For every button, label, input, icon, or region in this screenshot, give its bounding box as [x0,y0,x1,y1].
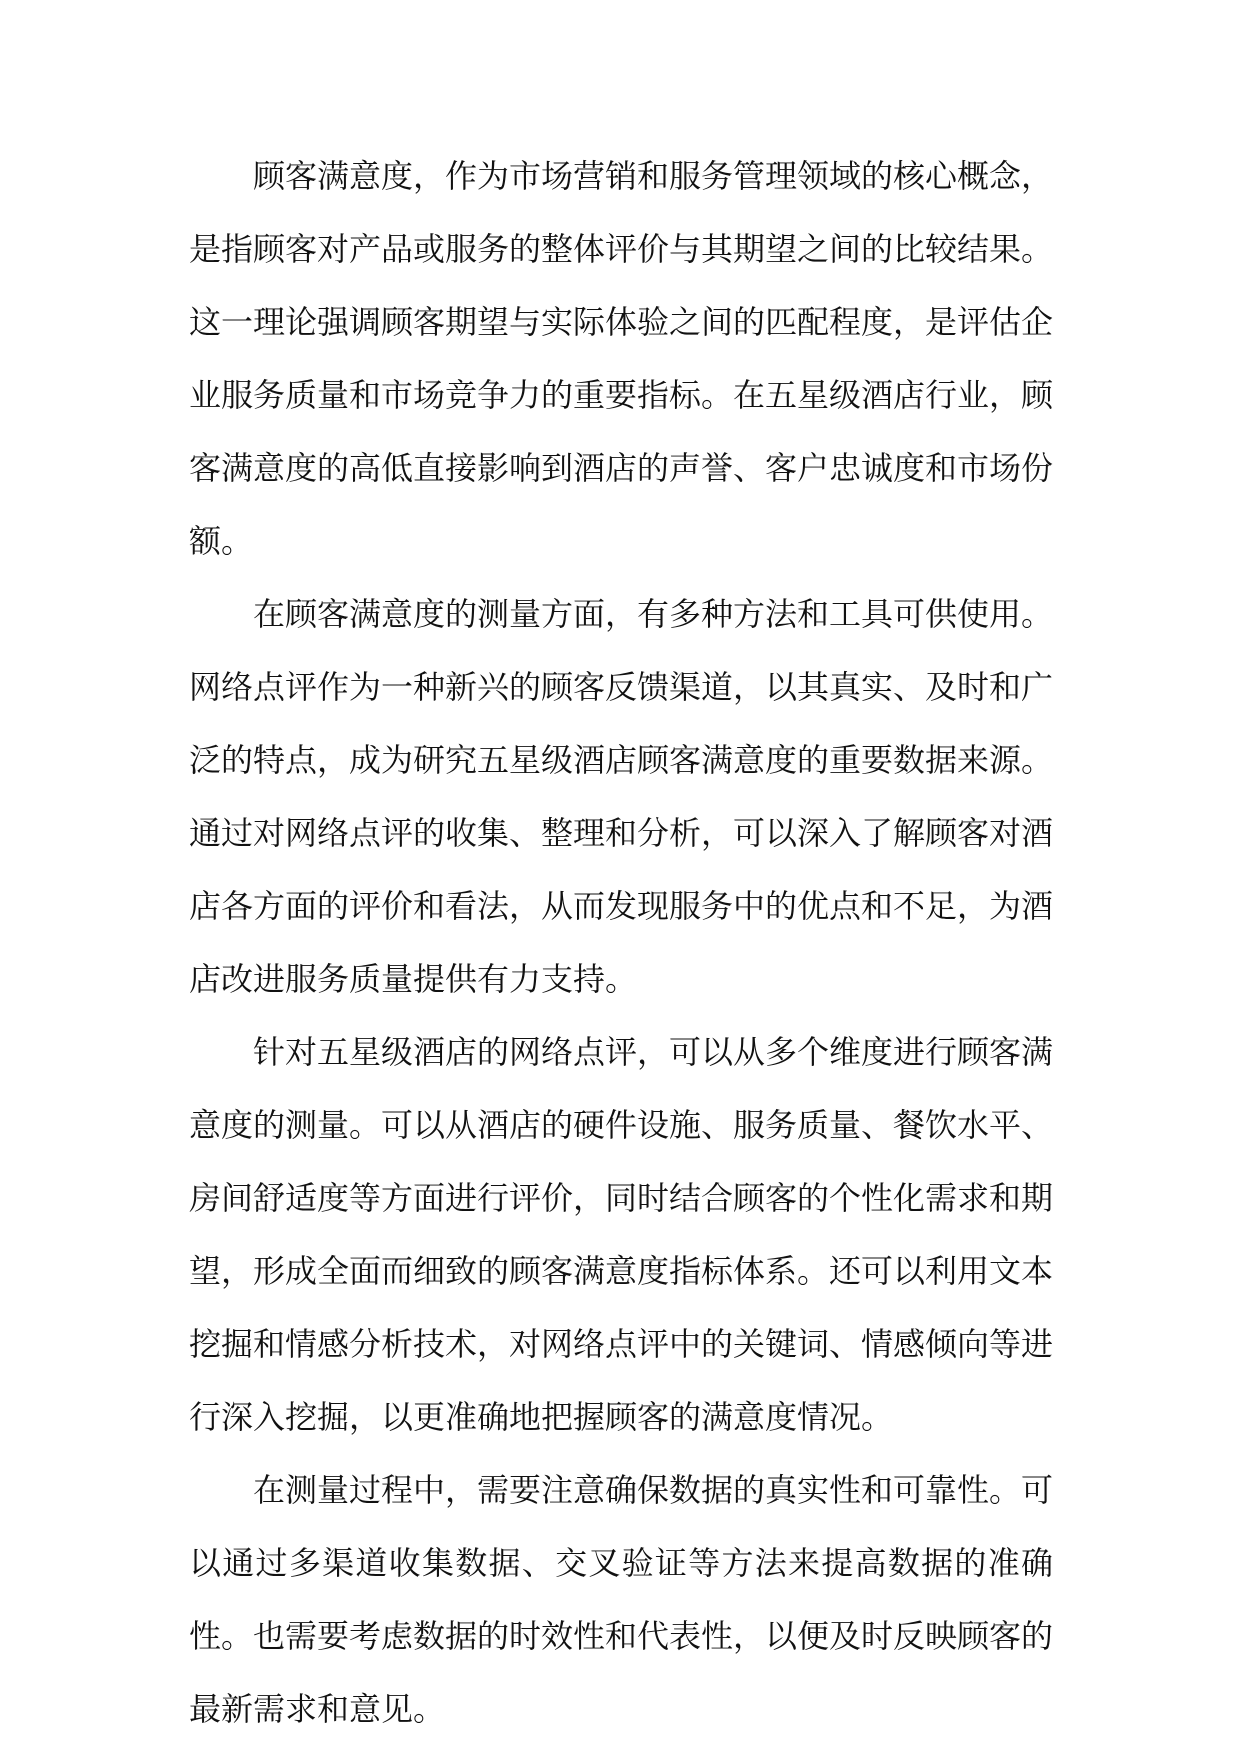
paragraph-2: 在顾客满意度的测量方面，有多种方法和工具可供使用。网络点评作为一种新兴的顾客反馈渠道，以其真实、及时和广泛的特点，成为研究五星级酒店顾客满意度的重要数据来源。通过对网络点评的收集、整理和分析，可以深入了解顾客对酒店各方面的评价和看法，从而发现服务中的优点和不足，为酒店改进服务质量提供有力支持。 [189,595,1054,998]
document-body [189,140,1053,1746]
paragraph-1: 顾客满意度，作为市场营销和服务管理领域的核心概念，是指顾客对产品或服务的整体评价与其期望之间的比较结果。这一理论强调顾客期望与实际体验之间的匹配程度，是评估企业服务质量和市场竞争力的重要指标。在五星级酒店行业，顾客满意度的高低直接影响到酒店的声誉、客户忠诚度和市场份额。 [189,157,1054,560]
paragraph-4: 在测量过程中，需要注意确保数据的真实性和可靠性。可以通过多渠道收集数据、交叉验证等方法来提高数据的准确性。也需要考虑数据的时效性和代表性，以便及时反映顾客的最新需求和意见。 [189,1471,1054,1728]
paragraph-3: 针对五星级酒店的网络点评，可以从多个维度进行顾客满意度的测量。可以从酒店的硬件设施、服务质量、餐饮水平、房间舒适度等方面进行评价，同时结合顾客的个性化需求和期望，形成全面而细致的顾客满意度指标体系。还可以利用文本挖掘和情感分析技术，对网络点评中的关键词、情感倾向等进行深入挖掘，以更准确地把握顾客的满意度情况。 [189,1033,1054,1436]
